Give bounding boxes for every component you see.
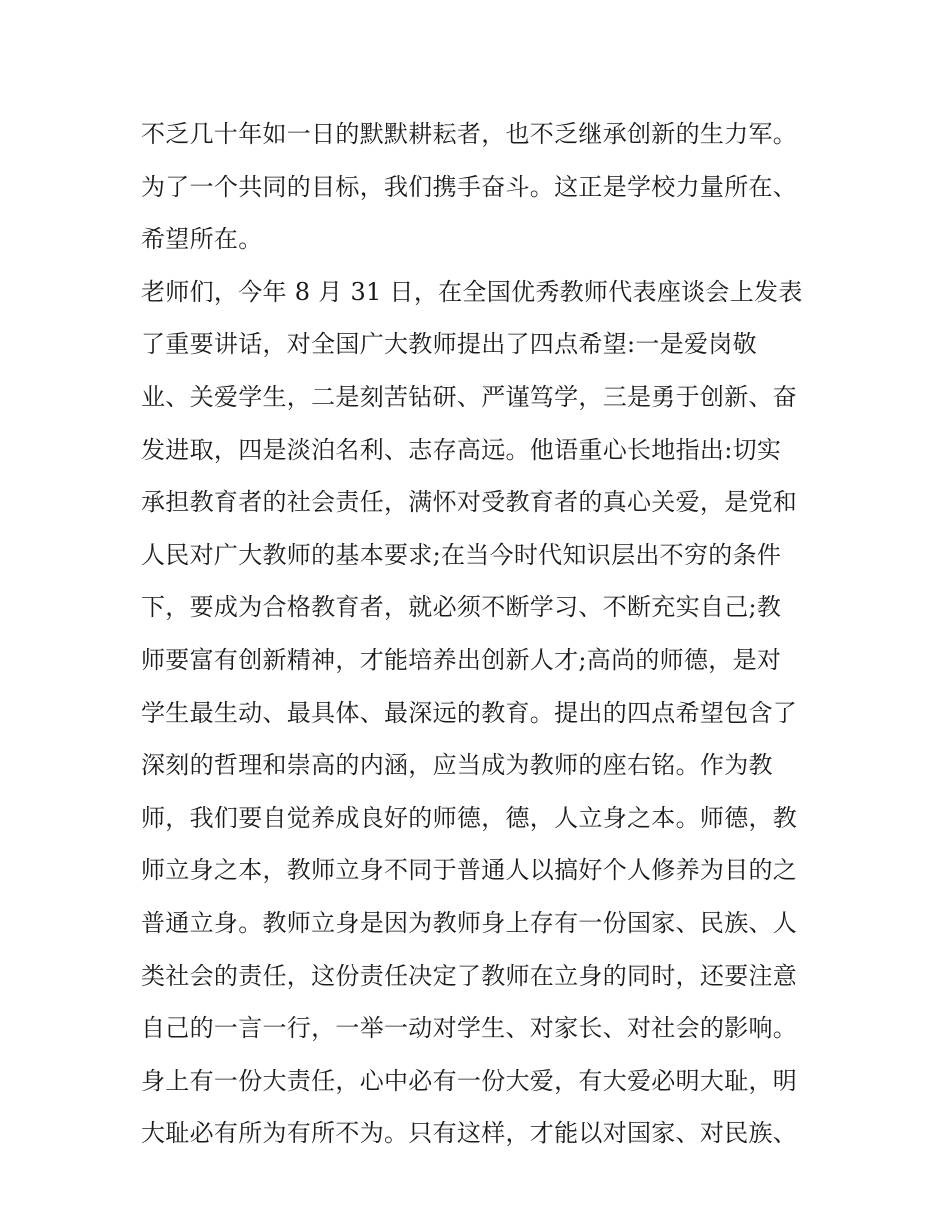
text-line: 深刻的哲理和崇高的内涵，应当成为教师的座右铭。作为教 bbox=[141, 751, 773, 780]
text-line: 发进取，四是淡泊名利、志存高远。他语重心长地指出:切实 bbox=[141, 435, 782, 464]
body-text bbox=[141, 108, 821, 1160]
text-line: 希望所在。 bbox=[141, 225, 263, 254]
text-line: 普通立身。教师立身是因为教师身上存有一份国家、民族、人 bbox=[141, 908, 798, 937]
text-line: 为了一个共同的目标，我们携手奋斗。这正是学校力量所在、 bbox=[141, 172, 798, 201]
text-line: 师立身之本，教师立身不同于普通人以搞好个人修养为目的之 bbox=[141, 856, 798, 885]
text-line: 承担教育者的社会责任，满怀对受教育者的真心关爱，是党和 bbox=[141, 488, 798, 517]
text-line: 身上有一份大责任，心中必有一份大爱，有大爱必明大耻，明 bbox=[141, 1066, 798, 1095]
text-line: 大耻必有所为有所不为。只有这样，才能以对国家、对民族、 bbox=[141, 1119, 798, 1148]
text-line: 学生最生动、最具体、最深远的教育。提出的四点希望包含了 bbox=[141, 698, 798, 727]
text-line: 业、关爱学生，二是刻苦钻研、严谨笃学，三是勇于创新、奋 bbox=[141, 382, 798, 411]
text-line: 不乏几十年如一日的默默耕耘者，也不乏继承创新的生力军。 bbox=[141, 120, 798, 148]
text-line: 师要富有创新精神，才能培养出创新人才;高尚的师德，是对 bbox=[141, 645, 782, 674]
text-line: 类社会的责任，这份责任决定了教师在立身的同时，还要注意 bbox=[141, 961, 798, 990]
text-line: 师，我们要自觉养成良好的师德，德，人立身之本。师德，教 bbox=[141, 803, 798, 832]
text-line: 自己的一言一行，一举一动对学生、对家长、对社会的影响。 bbox=[141, 1014, 798, 1043]
text-line: 了重要讲话，对全国广大教师提出了四点希望:一是爱岗敬 bbox=[141, 330, 757, 359]
text-line: 下，要成为合格教育者，就必须不断学习、不断充实自己;教 bbox=[141, 593, 782, 622]
text-line: 老师们，今年 8 月 31 日，在全国优秀教师代表座谈会上发表 bbox=[141, 277, 803, 306]
text-line: 人民对广大教师的基本要求;在当今时代知识层出不穷的条件 bbox=[141, 540, 782, 569]
